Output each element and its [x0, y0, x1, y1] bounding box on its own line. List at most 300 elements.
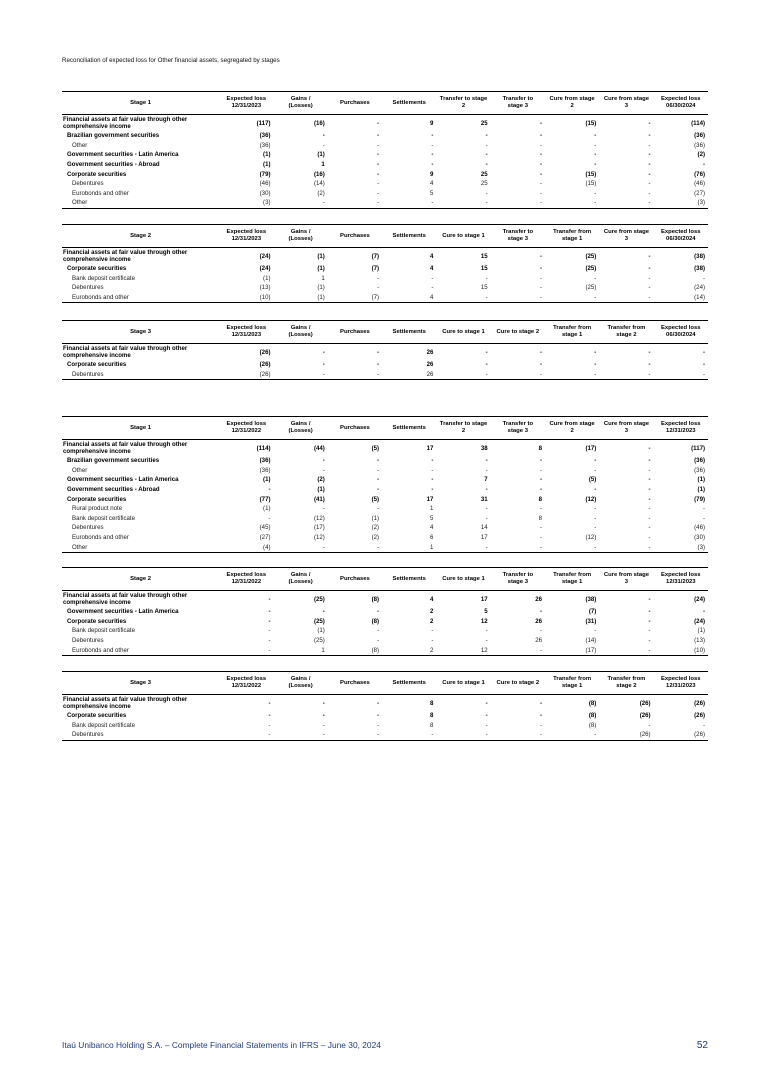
cell-value: -: [322, 361, 325, 369]
cell-value: -: [594, 348, 597, 356]
cell-value: -: [377, 637, 380, 645]
cell-value: -: [485, 486, 488, 494]
column-header: Transfer to stage 2: [436, 92, 490, 115]
cell-value: (14): [654, 293, 708, 303]
table-row: [62, 283, 708, 293]
cell-value: (1): [274, 293, 328, 303]
cell-value: (16): [313, 170, 325, 178]
cell-value: -: [539, 699, 542, 707]
cell-value: -: [594, 361, 597, 369]
cell-value: -: [328, 370, 382, 380]
cell-value: -: [539, 486, 542, 494]
cell-value: -: [648, 119, 651, 127]
cell-value: 14: [480, 524, 488, 532]
cell-value: (15): [585, 170, 597, 178]
cell-value: -: [431, 284, 434, 292]
table-row: [62, 504, 708, 514]
cell-value: -: [594, 627, 597, 635]
cell-value: -: [431, 466, 434, 474]
cell-value: (1): [263, 505, 271, 513]
row-label: Debentures: [72, 180, 104, 188]
cell-value: (30): [694, 534, 705, 542]
cell-value: -: [322, 466, 325, 474]
cell-value: -: [648, 151, 651, 159]
row-label: Other: [72, 141, 88, 149]
cell-value: -: [539, 608, 542, 616]
cell-value: -: [377, 141, 380, 149]
column-header: Purchases: [328, 225, 382, 248]
cell-value: -: [594, 457, 597, 465]
row-label: Financial assets at fair value through other comprehensive income: [63, 696, 188, 710]
cell-value: (117): [691, 444, 705, 452]
reconciliation-table: [62, 416, 708, 553]
page-footer: [62, 1040, 708, 1054]
table-row: [62, 274, 708, 284]
cell-value: -: [274, 198, 328, 208]
table-row: [62, 115, 708, 132]
cell-value: -: [377, 627, 380, 635]
cell-value: 15: [480, 252, 488, 260]
cell-value: -: [702, 274, 705, 282]
column-header: Expected loss 12/31/2023: [219, 321, 273, 344]
cell-value: -: [274, 542, 328, 552]
cell-value: -: [485, 141, 488, 149]
cell-value: -: [545, 730, 599, 740]
cell-value: -: [377, 151, 380, 159]
row-label: Brazilian government securities: [67, 132, 160, 140]
reconciliation-table: [62, 224, 708, 303]
cell-value: (41): [313, 495, 325, 503]
row-label: Corporate securities: [67, 617, 127, 625]
cell-value: (36): [259, 457, 271, 465]
cell-value: 9: [430, 119, 434, 127]
cell-value: -: [539, 119, 542, 127]
row-label: Government securities - Abroad: [67, 486, 160, 494]
cell-value: (5): [371, 444, 380, 452]
column-header: Cure to stage 1: [436, 672, 490, 695]
cell-value: 4: [382, 293, 436, 303]
cell-value: 26: [535, 617, 542, 625]
cell-value: -: [539, 265, 542, 273]
cell-value: -: [431, 637, 434, 645]
column-header: Purchases: [328, 321, 382, 344]
cell-value: -: [485, 466, 488, 474]
table-row: [62, 494, 708, 504]
cell-value: (7): [328, 293, 382, 303]
cell-value: -: [648, 444, 651, 452]
cell-value: -: [485, 505, 488, 513]
cell-value: (24): [259, 252, 271, 260]
table-row: [62, 248, 708, 265]
cell-value: -: [702, 608, 705, 616]
cell-value: (24): [694, 595, 705, 603]
column-header: Transfer from stage 2: [599, 672, 653, 695]
cell-value: (26): [599, 730, 653, 740]
cell-value: 2: [382, 645, 436, 655]
cell-value: (26): [259, 361, 271, 369]
cell-value: -: [377, 476, 380, 484]
column-header: Cure to stage 2: [491, 321, 545, 344]
cell-value: (36): [259, 132, 271, 140]
table-row: [62, 179, 708, 189]
cell-value: 4: [430, 595, 434, 603]
cell-value: -: [377, 180, 380, 188]
stage-heading: Stage 2: [62, 225, 219, 248]
cell-value: -: [539, 712, 542, 720]
table-row: [62, 370, 708, 380]
table-row: [62, 466, 708, 476]
cell-value: 17: [426, 444, 434, 452]
cell-value: -: [377, 608, 380, 616]
cell-value: -: [485, 721, 488, 729]
cell-value: -: [545, 293, 599, 303]
table-header-row: [62, 225, 708, 248]
cell-value: -: [322, 505, 325, 513]
cell-value: (1): [317, 284, 325, 292]
cell-value: -: [648, 132, 651, 140]
row-label: Debentures: [62, 730, 219, 740]
cell-value: -: [485, 712, 488, 720]
cell-value: -: [648, 180, 651, 188]
cell-value: -: [274, 730, 328, 740]
cell-value: -: [322, 457, 325, 465]
cell-value: (24): [694, 617, 705, 625]
cell-value: -: [377, 721, 380, 729]
cell-value: 1: [430, 505, 434, 513]
cell-value: (36): [694, 457, 705, 465]
row-label: Rural product note: [72, 505, 123, 513]
cell-value: -: [268, 627, 271, 635]
cell-value: -: [382, 730, 436, 740]
cell-value: -: [594, 132, 597, 140]
column-header: Settlements: [382, 321, 436, 344]
cell-value: -: [539, 284, 542, 292]
cell-value: -: [485, 151, 488, 159]
cell-value: -: [377, 486, 380, 494]
cell-value: -: [648, 361, 651, 369]
cell-value: (1): [697, 486, 705, 494]
cell-value: -: [377, 457, 380, 465]
cell-value: -: [594, 514, 597, 522]
cell-value: -: [545, 542, 599, 552]
cell-value: -: [648, 457, 651, 465]
cell-value: 7: [484, 476, 488, 484]
cell-value: (17): [313, 524, 325, 532]
cell-value: (44): [313, 444, 325, 452]
cell-value: -: [539, 274, 542, 282]
cell-value: -: [436, 370, 490, 380]
cell-value: (15): [585, 180, 597, 188]
cell-value: 17: [426, 495, 434, 503]
cell-value: (1): [317, 486, 325, 494]
cell-value: 1: [321, 161, 325, 169]
row-label: Bank deposit certificate: [72, 721, 136, 729]
column-header: Expected loss 12/31/2022: [219, 417, 273, 440]
cell-value: -: [219, 730, 273, 740]
row-label: Government securities - Abroad: [67, 161, 160, 169]
cell-value: 25: [480, 119, 488, 127]
cell-value: -: [268, 486, 271, 494]
cell-value: (8): [588, 699, 597, 707]
column-header: Transfer from stage 1: [545, 672, 599, 695]
row-label: Eurobonds and other: [62, 293, 219, 303]
row-label: Bank deposit certificate: [72, 627, 136, 635]
table-row: [62, 141, 708, 151]
cell-value: 25: [480, 170, 488, 178]
cell-value: -: [382, 198, 436, 208]
cell-value: (4): [219, 542, 273, 552]
cell-value: -: [322, 699, 325, 707]
cell-value: -: [539, 151, 542, 159]
cell-value: (3): [219, 198, 273, 208]
cell-value: 25: [480, 180, 488, 188]
cell-value: (26): [694, 712, 705, 720]
cell-value: (25): [313, 595, 325, 603]
cell-value: 15: [480, 265, 488, 273]
cell-value: -: [431, 161, 434, 169]
cell-value: -: [648, 274, 651, 282]
cell-value: 8: [430, 721, 434, 729]
column-header: Gains / (Losses): [274, 417, 328, 440]
cell-value: 4: [430, 524, 434, 532]
cell-value: (1): [263, 476, 271, 484]
cell-value: (25): [585, 252, 597, 260]
cell-value: (38): [694, 252, 705, 260]
cell-value: (114): [691, 119, 705, 127]
cell-value: 17: [480, 595, 488, 603]
cell-value: -: [648, 534, 651, 542]
cell-value: -: [491, 645, 545, 655]
cell-value: (2): [317, 189, 325, 197]
cell-value: -: [377, 161, 380, 169]
cell-value: -: [648, 348, 651, 356]
cell-value: -: [599, 542, 653, 552]
cell-value: (2): [371, 524, 380, 532]
cell-value: (25): [585, 284, 597, 292]
cell-value: -: [485, 132, 488, 140]
cell-value: (1): [317, 151, 325, 159]
row-label: Eurobonds and other: [72, 189, 129, 197]
cell-value: (30): [259, 189, 271, 197]
cell-value: -: [654, 370, 708, 380]
table-header-row: [62, 672, 708, 695]
column-header: Transfer from stage 1: [545, 225, 599, 248]
cell-value: -: [599, 198, 653, 208]
cell-value: 17: [480, 534, 488, 542]
column-header: Cure from stage 2: [545, 417, 599, 440]
cell-value: -: [274, 370, 328, 380]
cell-value: (1): [697, 476, 705, 484]
cell-value: (26): [259, 348, 271, 356]
cell-value: -: [377, 466, 380, 474]
reconciliation-table: [62, 320, 708, 380]
cell-value: (5): [588, 476, 597, 484]
cell-value: (13): [259, 284, 271, 292]
column-header: Gains / (Losses): [274, 92, 328, 115]
column-header: Cure from stage 2: [545, 92, 599, 115]
page-number: 52: [696, 1040, 708, 1051]
row-label: Other: [62, 198, 219, 208]
cell-value: -: [485, 637, 488, 645]
cell-value: -: [377, 170, 380, 178]
cell-value: (27): [694, 189, 705, 197]
cell-value: -: [431, 476, 434, 484]
cell-value: -: [599, 645, 653, 655]
cell-value: -: [539, 721, 542, 729]
row-label: Debentures: [72, 524, 104, 532]
cell-value: (12): [313, 534, 325, 542]
cell-value: -: [539, 534, 542, 542]
cell-value: (12): [313, 514, 325, 522]
cell-value: 15: [480, 284, 488, 292]
cell-value: -: [219, 645, 273, 655]
cell-value: -: [545, 370, 599, 380]
cell-value: 1: [382, 542, 436, 552]
cell-value: -: [648, 617, 651, 625]
row-label: Corporate securities: [67, 361, 127, 369]
table-header-row: [62, 568, 708, 591]
cell-value: 8: [430, 712, 434, 720]
cell-value: (1): [317, 627, 325, 635]
cell-value: -: [702, 348, 705, 356]
cell-value: -: [648, 141, 651, 149]
table-row: [62, 542, 708, 552]
stage-heading: Stage 1: [62, 417, 219, 440]
table-stage2-2024: [62, 224, 708, 303]
cell-value: -: [268, 595, 271, 603]
cell-value: -: [268, 699, 271, 707]
cell-value: -: [599, 293, 653, 303]
cell-value: (17): [585, 444, 597, 452]
cell-value: -: [491, 730, 545, 740]
cell-value: -: [594, 274, 597, 282]
reconciliation-table: [62, 91, 708, 209]
row-label: Corporate securities: [67, 712, 127, 720]
cell-value: (8): [588, 712, 597, 720]
cell-value: (46): [694, 524, 705, 532]
column-header: Expected loss 12/31/2023: [654, 417, 708, 440]
cell-value: -: [436, 730, 490, 740]
cell-value: (26): [219, 370, 273, 380]
table-header-row: [62, 92, 708, 115]
table-row: [62, 533, 708, 543]
cell-value: (1): [263, 161, 271, 169]
cell-value: -: [322, 608, 325, 616]
reconciliation-table: [62, 567, 708, 656]
cell-value: -: [268, 608, 271, 616]
cell-value: (2): [317, 476, 325, 484]
cell-value: -: [539, 348, 542, 356]
cell-value: -: [545, 198, 599, 208]
row-label: Financial assets at fair value through other comprehensive income: [63, 116, 188, 130]
cell-value: (16): [313, 119, 325, 127]
cell-value: -: [648, 466, 651, 474]
cell-value: -: [648, 595, 651, 603]
cell-value: -: [702, 161, 705, 169]
cell-value: (26): [639, 699, 651, 707]
cell-value: -: [539, 524, 542, 532]
cell-value: -: [377, 348, 380, 356]
row-label: Bank deposit certificate: [72, 274, 136, 282]
cell-value: -: [485, 514, 488, 522]
cell-value: 1: [321, 274, 325, 282]
cell-value: (1): [317, 265, 325, 273]
reconciliation-table: [62, 671, 708, 741]
cell-value: -: [648, 627, 651, 635]
cell-value: (77): [259, 495, 271, 503]
column-header: Settlements: [382, 92, 436, 115]
stage-heading: Stage 2: [62, 568, 219, 591]
cell-value: -: [322, 141, 325, 149]
cell-value: (38): [694, 265, 705, 273]
cell-value: -: [594, 151, 597, 159]
cell-value: -: [377, 274, 380, 282]
cell-value: 12: [480, 617, 488, 625]
cell-value: -: [594, 141, 597, 149]
cell-value: -: [648, 189, 651, 197]
cell-value: -: [377, 132, 380, 140]
cell-value: (25): [585, 265, 597, 273]
cell-value: -: [377, 505, 380, 513]
cell-value: -: [322, 132, 325, 140]
cell-value: (2): [371, 534, 380, 542]
stage-heading: Stage 1: [62, 92, 219, 115]
cell-value: -: [539, 161, 542, 169]
cell-value: (8): [371, 617, 380, 625]
cell-value: -: [485, 348, 488, 356]
column-header: Transfer from stage 1: [545, 321, 599, 344]
column-header: Gains / (Losses): [274, 225, 328, 248]
column-header: Cure from stage 3: [599, 92, 653, 115]
column-header: Cure from stage 3: [599, 568, 653, 591]
cell-value: -: [539, 466, 542, 474]
stage-heading: Stage 3: [62, 672, 219, 695]
table-row: [62, 189, 708, 199]
cell-value: (8): [371, 595, 380, 603]
cell-value: (8): [328, 645, 382, 655]
cell-value: -: [431, 457, 434, 465]
column-header: Expected loss 12/31/2023: [654, 568, 708, 591]
cell-value: (24): [694, 284, 705, 292]
cell-value: -: [539, 180, 542, 188]
column-header: Expected loss 12/31/2023: [654, 672, 708, 695]
column-header: Transfer to stage 2: [436, 417, 490, 440]
column-header: Purchases: [328, 568, 382, 591]
cell-value: -: [328, 542, 382, 552]
row-label: Government securities - Latin America: [67, 151, 179, 159]
cell-value: -: [431, 486, 434, 494]
cell-value: -: [485, 361, 488, 369]
table-row: [62, 344, 708, 361]
cell-value: 26: [382, 370, 436, 380]
column-header: Expected loss 12/31/2022: [219, 568, 273, 591]
column-header: Expected loss 12/31/2023: [219, 92, 273, 115]
cell-value: -: [539, 170, 542, 178]
cell-value: -: [539, 505, 542, 513]
row-label: Bank deposit certificate: [72, 514, 136, 522]
cell-value: (26): [639, 712, 651, 720]
cell-value: (1): [371, 514, 380, 522]
cell-value: (25): [313, 637, 325, 645]
stage-heading: Stage 3: [62, 321, 219, 344]
cell-value: 4: [430, 180, 434, 188]
cell-value: -: [648, 721, 651, 729]
table-row: [62, 607, 708, 617]
cell-value: (31): [585, 617, 597, 625]
cell-value: 12: [436, 645, 490, 655]
table-row: [62, 514, 708, 524]
cell-value: -: [322, 712, 325, 720]
